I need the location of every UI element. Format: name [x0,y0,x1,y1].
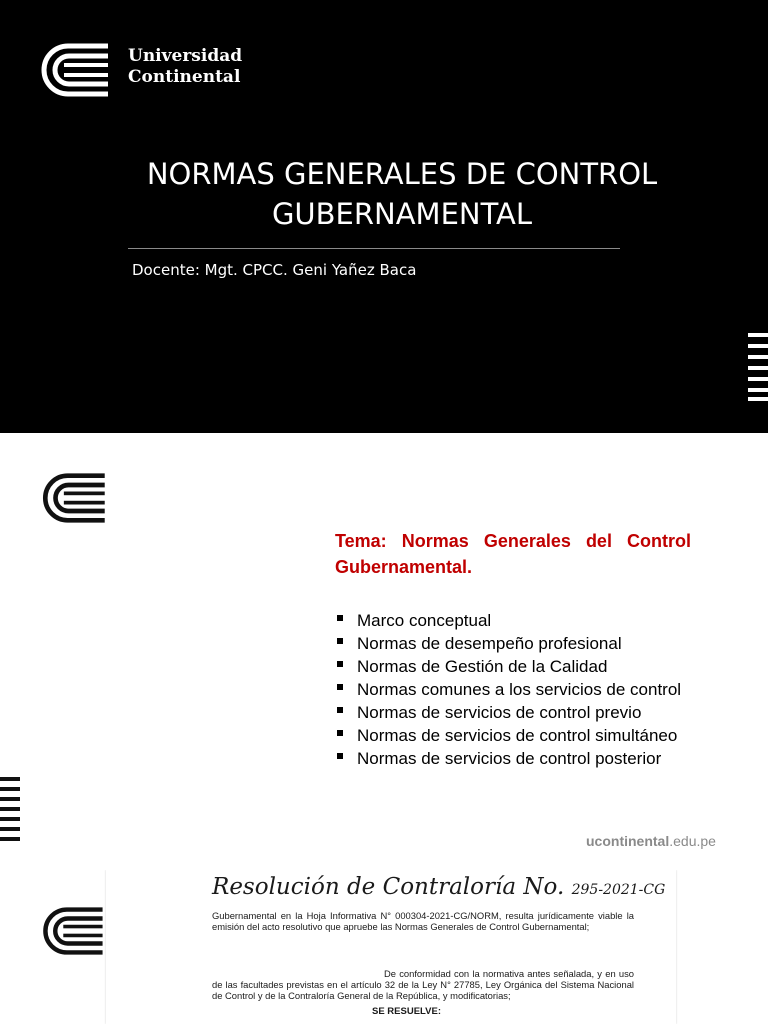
list-item: Normas de desempeño profesional [335,632,735,655]
tema-heading [335,528,691,580]
list-item: Marco conceptual [335,609,735,632]
website-url: ucontinental.edu.pe [586,833,716,849]
document-scan [106,870,676,1024]
slide-resolution [0,870,768,1024]
slide-cover [0,0,768,433]
bullet-square-icon [337,615,343,621]
stripes-icon [748,333,768,401]
list-item: Normas de servicios de control posterior [335,747,735,770]
slide-title-line1: NORMAS GENERALES DE CONTROL [146,157,658,191]
topic-list [335,609,735,770]
bullet-square-icon [337,753,343,759]
bullet-square-icon [337,661,343,667]
continental-logo-icon [40,906,108,956]
bullet-square-icon [337,638,343,644]
document-paragraph: Gubernamental en la Hoja Informativa N° 000304-2021-CG/NORM, resulta jurídicamente viable la emisión del acto resolutivo que apruebe las Normas Generales de Control Gubernamental; [212,910,634,932]
continental-logo-icon [40,42,112,98]
title-divider [128,248,620,249]
university-name [128,46,242,88]
list-item: Normas de servicios de control simultáneo [335,724,735,747]
continental-logo-icon [40,472,110,524]
stripes-icon [0,777,20,841]
tema-heading-line1: Tema: Normas Generales del Control [335,531,691,551]
document-paragraph: De conformidad con la normativa antes señalada, y en uso de las facultades previstas en el artículo 32 de la Ley N° 27785, Ley Orgánica del Sistema Nacional de Control y de la Contraloría General de la República, y modificatorias; [212,968,634,1001]
document-resuelve: SE RESUELVE: [372,1006,441,1017]
slide-title-line2: GUBERNAMENTAL [271,197,533,231]
document-number: 295-2021-CG [571,882,666,898]
bullet-square-icon [337,730,343,736]
university-name-line1: Universidad [128,46,243,66]
slide-title [96,154,708,234]
slide-tema [0,433,768,870]
university-name-line2: Continental [128,67,241,87]
tema-heading-line2: Gubernamental. [335,557,473,577]
list-item: Normas de Gestión de la Calidad [335,655,735,678]
document-heading: Resolución de Contraloría No. 295-2021-CG [212,874,666,900]
list-item: Normas comunes a los servicios de control [335,678,735,701]
list-item: Normas de servicios de control previo [335,701,735,724]
bullet-square-icon [337,684,343,690]
docente-label: Docente: Mgt. CPCC. Geni Yañez Baca [132,261,417,279]
bullet-square-icon [337,707,343,713]
